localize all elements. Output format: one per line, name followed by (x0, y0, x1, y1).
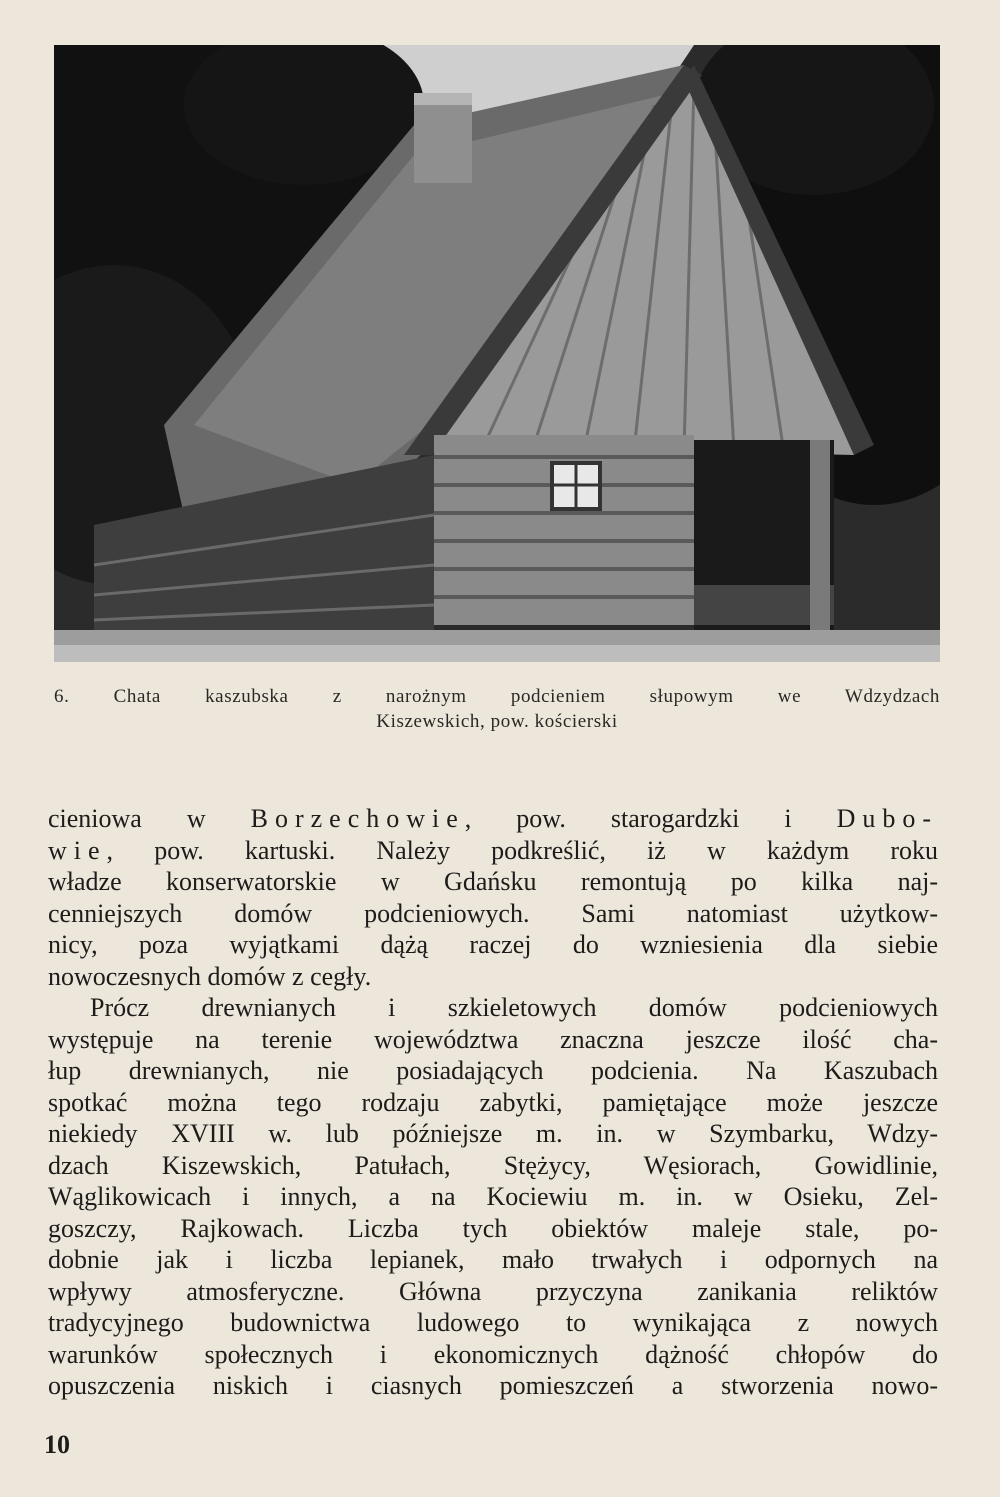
paragraph1-line: nicy, poza wyjątkami dążą raczej do wzniesienia dla siebie (48, 930, 938, 959)
text-fragment: cieniowa w (48, 804, 251, 833)
place-name-spaced: Borzechowie (250, 804, 465, 833)
paragraph2-line: wpływy atmosferyczne. Główna przyczyna zanikania reliktów (48, 1276, 938, 1306)
paragraph2-line: dobnie jak i liczba lepianek, mało trwałych i odpornych na (48, 1245, 938, 1274)
paragraph2-line: warunków społecznych i ekonomicznych dążność chłopów do (48, 1339, 938, 1369)
paragraph2-line: spotkać można tego rodzaju zabytki, pamiętające może jeszcze (48, 1087, 938, 1117)
paragraph1-line (48, 835, 938, 867)
photo-chata-kaszubska (54, 45, 940, 662)
paragraph1-line: nowoczesnych domów z cegły. (48, 961, 372, 991)
paragraph2-line: niekiedy XVIII w. lub późniejsze m. in. w Szymbarku, Wdzy- (48, 1119, 938, 1148)
photo-caption (54, 684, 940, 734)
paragraph1-line: cenniejszych domów podcieniowych. Sami natomiast użytkow- (48, 898, 938, 928)
paragraph2-line: goszczy, Rajkowach. Liczba tych obiektów maleje stale, po- (48, 1213, 938, 1243)
paragraph2-line: opuszczenia niskich i ciasnych pomieszczeń a stworzenia nowo- (48, 1371, 938, 1400)
paragraph2-line: łup drewnianych, nie posiadających podcienia. Na Kaszubach (48, 1056, 938, 1085)
body-text (48, 803, 938, 1402)
text-fragment: , pow. starogardzki i (464, 804, 837, 833)
paragraph2-line: Wąglikowicach i innych, a na Kociewiu m. in. w Osieku, Zel- (48, 1182, 938, 1211)
paragraph1-line: władze konserwatorskie w Gdańsku remontują po kilka naj- (48, 867, 938, 896)
page-number: 10 (44, 1430, 70, 1459)
photo-illustration (54, 45, 940, 662)
text-fragment: , pow. kartuski. Należy podkreślić, iż w każdym roku (106, 835, 938, 865)
paragraph1-line (48, 803, 938, 835)
paragraph2-line: tradycyjnego budownictwa ludowego to wynikająca z nowych (48, 1308, 938, 1337)
place-name-spaced: Dubo- (836, 804, 938, 833)
paragraph2-line: Prócz drewnianych i szkieletowych domów podcieniowych (90, 993, 938, 1022)
place-name-spaced: wie (48, 835, 107, 865)
paragraph2-line: dzach Kiszewskich, Patułach, Stężycy, Węsiorach, Gowidlinie, (48, 1150, 938, 1180)
caption-line-2: Kiszewskich, pow. kościerski (376, 711, 618, 732)
caption-line-1: 6. Chata kaszubska z narożnym podcieniem słupowym we Wdzydzach (54, 686, 940, 707)
paragraph2-line: występuje na terenie województwa znaczna jeszcze ilość cha- (48, 1024, 938, 1054)
